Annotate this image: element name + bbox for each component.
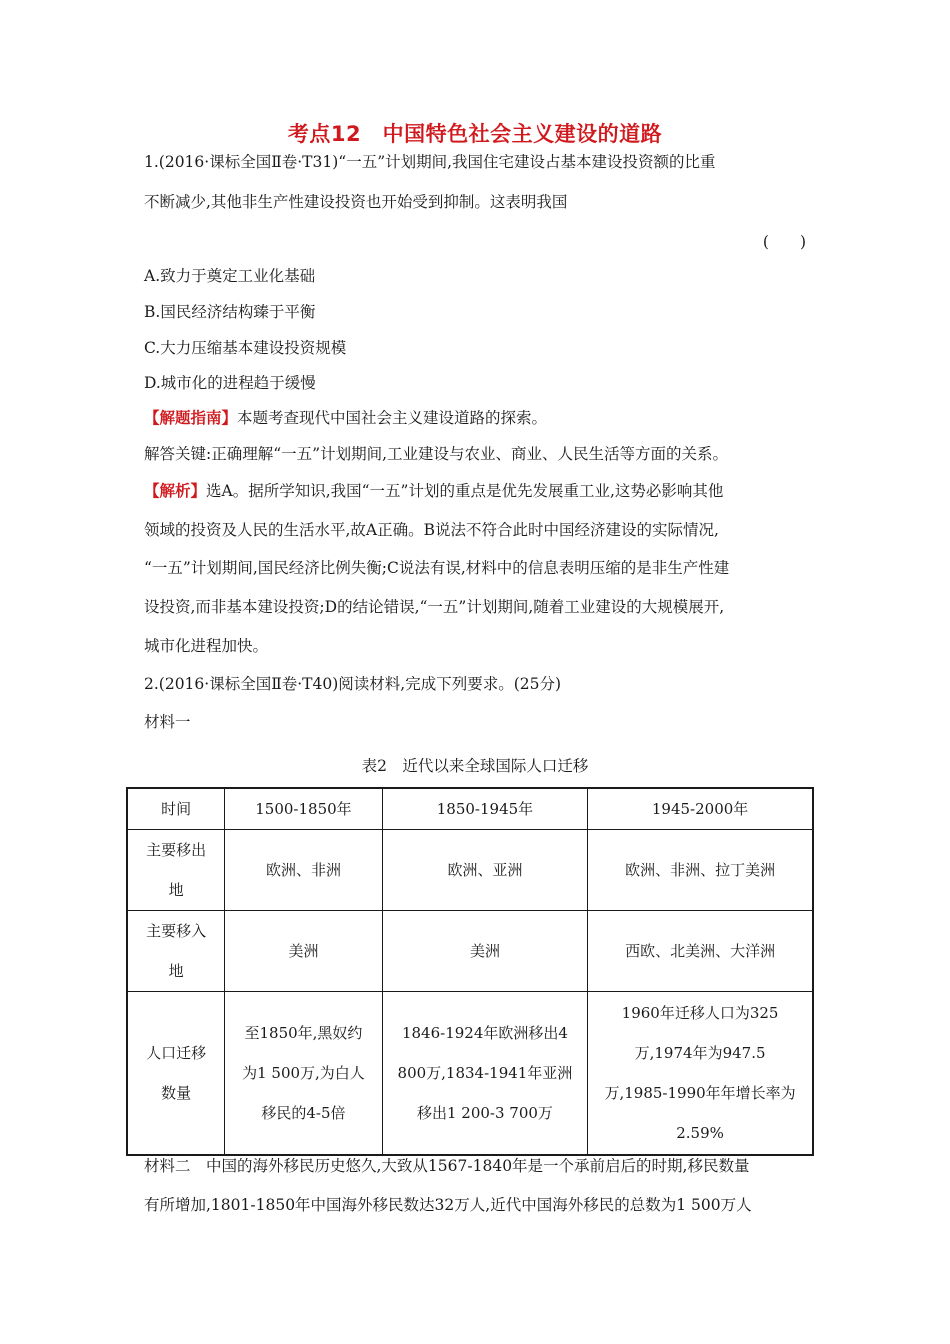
q2-stem: 2.(2016·课标全国Ⅱ卷·T40)阅读材料,完成下列要求。(25分) — [144, 675, 562, 693]
table-row-quantity — [127, 992, 813, 1155]
q1-answer-paren: ( ) — [762, 233, 806, 251]
cell-emigration-1: 欧洲、非洲 — [225, 830, 383, 911]
q1-key-line: 解答关键:正确理解“一五”计划期间,工业建设与农业、商业、人民生活等方面的关系。 — [144, 445, 729, 463]
table-caption: 表2 近代以来全球国际人口迁移 — [361, 757, 589, 775]
label-line: 数量 — [161, 1083, 192, 1102]
header-period-3: 1945-2000年 — [588, 788, 813, 830]
q1-option-a: A.致力于奠定工业化基础 — [144, 267, 316, 285]
cell-line: 至1850年,黑奴约 — [244, 1023, 363, 1042]
header-period-2: 1850-1945年 — [382, 788, 587, 830]
cell-line: 移民的4-5倍 — [261, 1103, 346, 1122]
q1-analysis-line3: “一五”计划期间,国民经济比例失衡;C说法有误,材料中的信息表明压缩的是非生产性建 — [144, 559, 730, 577]
q1-analysis-line1 — [144, 481, 723, 501]
header-time: 时间 — [127, 788, 225, 830]
cell-emigration-3: 欧洲、非洲、拉丁美洲 — [588, 830, 813, 911]
table-row-emigration — [127, 830, 813, 911]
cell-emigration-2: 欧洲、亚洲 — [382, 830, 587, 911]
material2-line1: 材料二 中国的海外移民历史悠久,大致从1567-1840年是一个承前启后的时期,移民数量 — [144, 1157, 750, 1175]
cell-quantity-3 — [588, 992, 813, 1155]
label-line: 主要移入 — [146, 922, 207, 940]
cell-immigration-2: 美洲 — [382, 911, 587, 992]
table-row-immigration — [127, 911, 813, 992]
q1-analysis-line5: 城市化进程加快。 — [144, 637, 269, 655]
table-header-row — [127, 788, 813, 830]
q1-stem-line2: 不断减少,其他非生产性建设投资也开始受到抑制。这表明我国 — [144, 193, 568, 211]
cell-line: 1960年迁移人口为325 — [621, 1003, 779, 1022]
cell-immigration-1: 美洲 — [225, 911, 383, 992]
cell-line: 2.59% — [676, 1123, 724, 1142]
material1-label: 材料一 — [144, 713, 191, 731]
cell-line: 为1 500万,为白人 — [242, 1063, 365, 1082]
cell-line: 万,1974年为947.5 — [634, 1043, 766, 1062]
cell-line: 移出1 200-3 700万 — [416, 1103, 553, 1122]
cell-line: 万,1985-1990年年增长率为 — [604, 1083, 796, 1102]
q1-option-b: B.国民经济结构臻于平衡 — [144, 303, 316, 321]
q1-stem-line1: 1.(2016·课标全国Ⅱ卷·T31)“一五”计划期间,我国住宅建设占基本建设投资额的比重 — [144, 153, 716, 171]
guide-label: 【解题指南】 — [144, 409, 238, 427]
label-line: 地 — [168, 881, 184, 899]
label-line: 人口迁移 — [146, 1043, 207, 1062]
q1-guide — [144, 408, 547, 428]
header-period-1: 1500-1850年 — [225, 788, 383, 830]
row-label-quantity — [127, 992, 225, 1155]
cell-line: 1846-1924年欧洲移出4 — [401, 1023, 568, 1042]
q1-option-c: C.大力压缩基本建设投资规模 — [144, 339, 347, 357]
q1-analysis-line2: 领域的投资及人民的生活水平,故A正确。B说法不符合此时中国经济建设的实际情况, — [144, 521, 719, 539]
analysis-text-1: 选A。据所学知识,我国“一五”计划的重点是优先发展重工业,这势必影响其他 — [206, 482, 724, 500]
row-label-immigration — [127, 911, 225, 992]
cell-quantity-2 — [382, 992, 587, 1155]
guide-text: 本题考查现代中国社会主义建设道路的探索。 — [237, 409, 548, 427]
label-line: 地 — [168, 962, 184, 980]
cell-immigration-3: 西欧、北美洲、大洋洲 — [588, 911, 813, 992]
q1-option-d: D.城市化的进程趋于缓慢 — [144, 374, 316, 392]
analysis-label: 【解析】 — [144, 482, 207, 500]
q1-analysis-line4: 设投资,而非基本建设投资;D的结论错误,“一五”计划期间,随着工业建设的大规模展开, — [144, 598, 725, 616]
section-title: 考点12 中国特色社会主义建设的道路 — [287, 122, 663, 146]
cell-line: 800万,1834-1941年亚洲 — [397, 1063, 573, 1082]
label-line: 主要移出 — [146, 841, 207, 859]
cell-quantity-1 — [225, 992, 383, 1155]
material2-line2: 有所增加,1801-1850年中国海外移民数达32万人,近代中国海外移民的总数为1 500万人 — [144, 1196, 752, 1214]
row-label-emigration — [127, 830, 225, 911]
migration-table — [126, 787, 814, 1156]
